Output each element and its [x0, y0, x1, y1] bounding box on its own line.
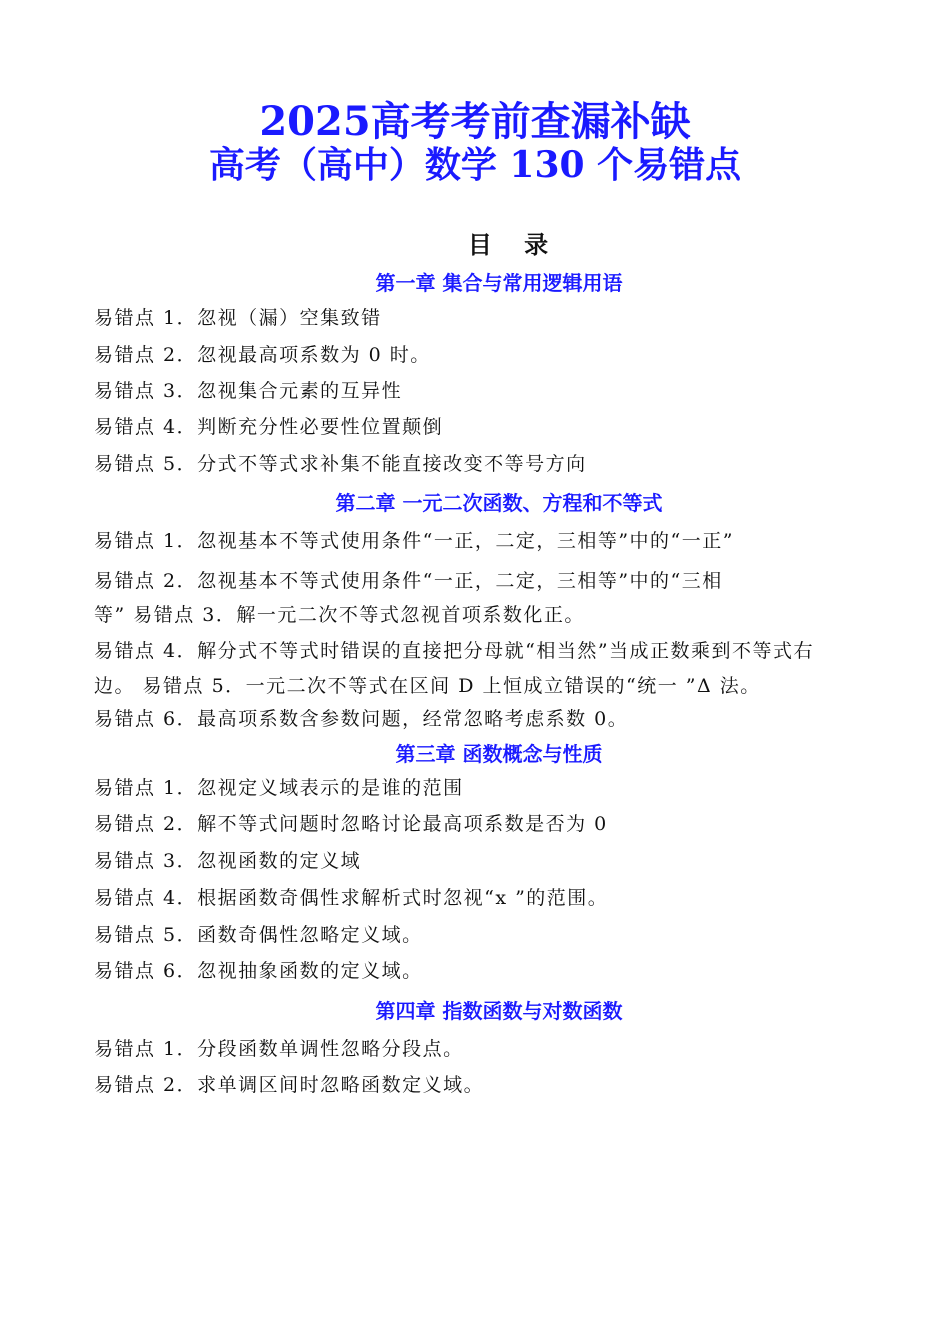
- chapter-1-item-4: 易错点 4．判断充分性必要性位置颠倒: [94, 416, 444, 438]
- chapter-3-item-3: 易错点 3．忽视函数的定义域: [94, 850, 362, 872]
- chapter-2-line-3: 等” 易错点 3．解一元二次不等式忽视首项系数化正。: [94, 604, 585, 626]
- chapter-4-title: 第四章 指数函数与对数函数: [375, 999, 623, 1023]
- chapter-3-item-6: 易错点 6．忽视抽象函数的定义域。: [94, 960, 423, 982]
- chapter-3-title: 第三章 函数概念与性质: [395, 742, 603, 766]
- chapter-2-line-1: 易错点 1．忽视基本不等式使用条件“一正，二定，三相等”中的“一正”: [94, 530, 734, 552]
- chapter-2-line-2: 易错点 2．忽视基本不等式使用条件“一正，二定，三相等”中的“三相: [94, 570, 723, 592]
- chapter-3-item-4: 易错点 4．根据函数奇偶性求解析式时忽视“x ”的范围。: [94, 887, 609, 909]
- chapter-2-line-5: 边。 易错点 5．一元二次不等式在区间 D 上恒成立错误的“统一 ”Δ 法。: [94, 675, 761, 697]
- chapter-2-title: 第二章 一元二次函数、方程和不等式: [335, 491, 663, 515]
- chapter-1-item-5: 易错点 5．分式不等式求补集不能直接改变不等号方向: [94, 453, 587, 475]
- chapter-2-line-6: 易错点 6．最高项系数含参数问题，经常忽略考虑系数 0。: [94, 708, 629, 730]
- chapter-4-item-2: 易错点 2．求单调区间时忽略函数定义域。: [94, 1074, 485, 1096]
- chapter-1-item-1: 易错点 1．忽视（漏）空集致错: [94, 307, 382, 329]
- chapter-3-item-5: 易错点 5．函数奇偶性忽略定义域。: [94, 924, 423, 946]
- chapter-1-item-3: 易错点 3．忽视集合元素的互异性: [94, 380, 403, 402]
- toc-heading: 目 录: [467, 230, 561, 259]
- chapter-3-item-2: 易错点 2．解不等式问题时忽略讨论最高项系数是否为 0: [94, 813, 608, 835]
- document-title: 2025高考考前查漏补缺: [259, 98, 691, 145]
- chapter-2-line-4: 易错点 4．解分式不等式时错误的直接把分母就“相当然”当成正数乘到不等式右: [94, 640, 815, 662]
- chapter-1-item-2: 易错点 2．忽视最高项系数为 0 时。: [94, 344, 431, 366]
- chapter-4-item-1: 易错点 1．分段函数单调性忽略分段点。: [94, 1038, 464, 1060]
- chapter-3-item-1: 易错点 1．忽视定义域表示的是谁的范围: [94, 777, 464, 799]
- chapter-1-title: 第一章 集合与常用逻辑用语: [375, 271, 623, 295]
- document-subtitle: 高考（高中）数学 130 个易错点: [208, 144, 742, 186]
